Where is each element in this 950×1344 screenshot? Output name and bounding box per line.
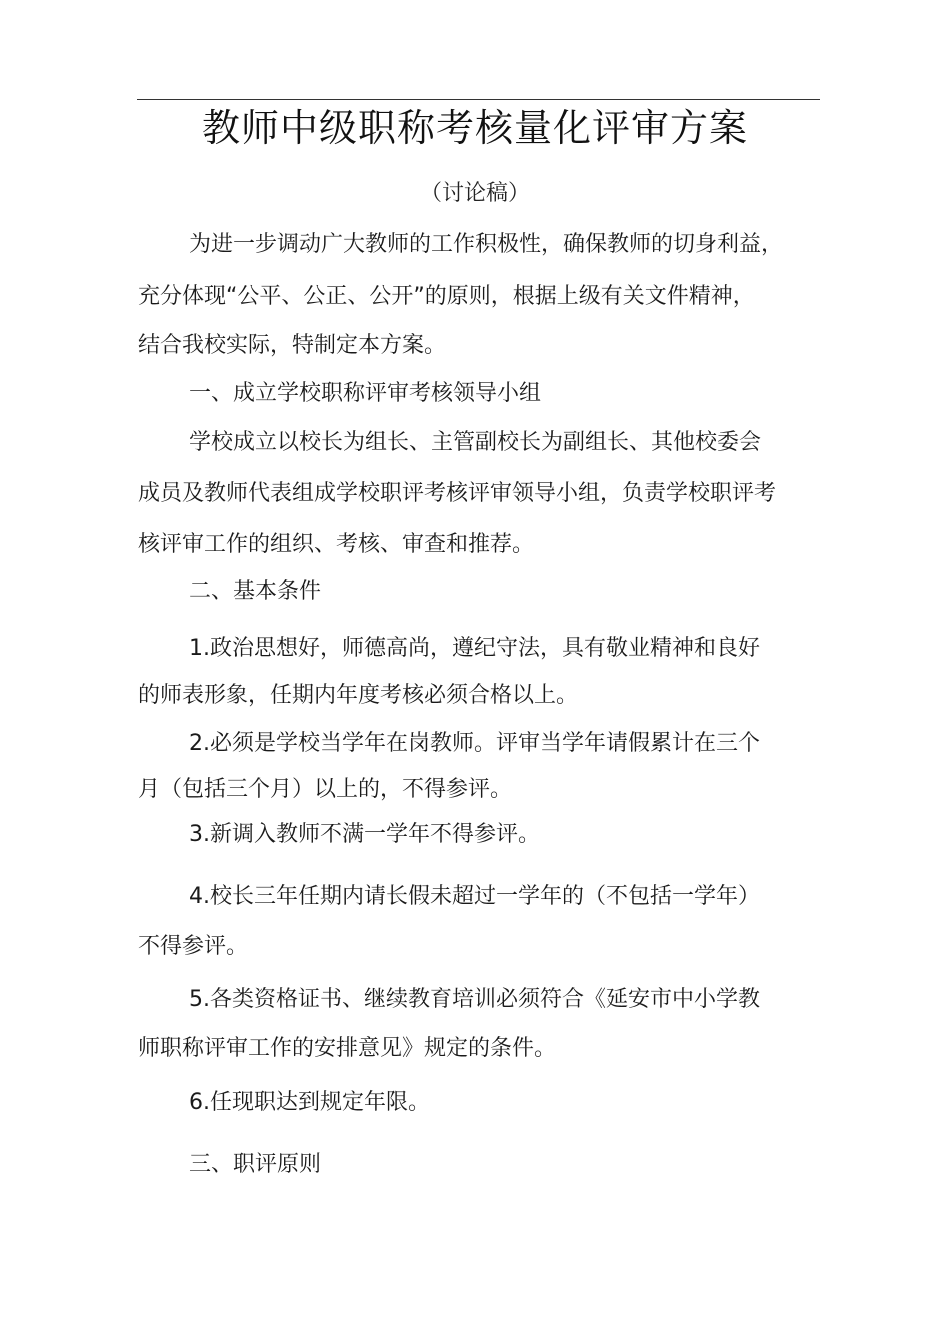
intro-line-1: 为进一步调动广大教师的工作积极性，确保教师的切身利益， xyxy=(189,232,784,257)
condition-3: 3.新调入教师不满一学年不得参评。 xyxy=(189,822,540,847)
section1-line-3: 核评审工作的组织、考核、审查和推荐。 xyxy=(138,532,535,557)
condition-5-line-2: 师职称评审工作的安排意见》规定的条件。 xyxy=(138,1036,557,1061)
section-heading-2: 二、基本条件 xyxy=(189,579,322,604)
intro-line-3: 结合我校实际，特制定本方案。 xyxy=(138,333,447,358)
section-heading-3: 三、职评原则 xyxy=(189,1152,322,1177)
condition-1-line-2: 的师表形象，任期内年度考核必须合格以上。 xyxy=(138,683,579,708)
condition-4-line-1: 4.校长三年任期内请长假未超过一学年的（不包括一学年） xyxy=(189,884,760,909)
header-rule xyxy=(137,99,820,100)
condition-4-line-2: 不得参评。 xyxy=(138,934,249,959)
condition-1-line-1: 1.政治思想好，师德高尚，遵纪守法，具有敬业精神和良好 xyxy=(189,636,760,661)
condition-2-line-2: 月（包括三个月）以上的，不得参评。 xyxy=(138,777,513,802)
condition-2-line-1: 2.必须是学校当学年在岗教师。评审当学年请假累计在三个 xyxy=(189,731,760,756)
document-subtitle: （讨论稿） xyxy=(419,181,530,206)
document-title: 教师中级职称考核量化评审方案 xyxy=(201,106,748,150)
section-heading-1: 一、成立学校职称评审考核领导小组 xyxy=(189,381,542,406)
condition-5-line-1: 5.各类资格证书、继续教育培训必须符合《延安市中小学教 xyxy=(189,987,760,1012)
section1-line-1: 学校成立以校长为组长、主管副校长为副组长、其他校委会 xyxy=(189,430,762,455)
condition-6: 6.任现职达到规定年限。 xyxy=(189,1090,430,1115)
section1-line-2: 成员及教师代表组成学校职评考核评审领导小组，负责学校职评考 xyxy=(138,481,777,506)
intro-line-2: 充分体现“公平、公正、公开”的原则，根据上级有关文件精神， xyxy=(138,284,755,309)
